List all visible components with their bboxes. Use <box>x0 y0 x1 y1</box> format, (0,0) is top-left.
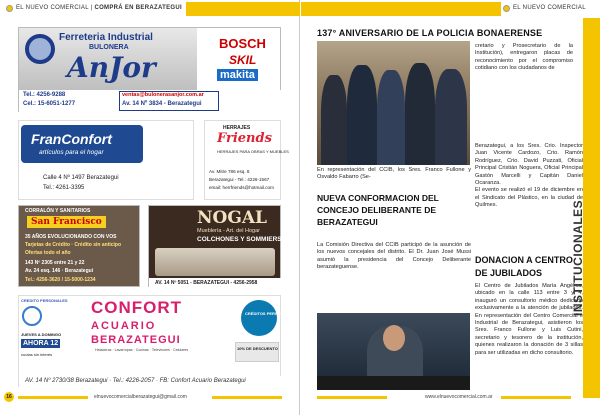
header-accent-bar <box>186 2 300 16</box>
confort-logo-icon <box>22 306 42 326</box>
section-label: INSTITUCIONALES <box>571 199 585 316</box>
magazine-logo-icon-right <box>503 5 510 12</box>
ferr-tel: Tel.: 4256-9288 <box>23 92 66 98</box>
right-footer-bar <box>317 396 387 399</box>
cf-brand-confort: CONFORT <box>91 298 183 317</box>
article-1-title: 137° ANIVERSARIO DE LA POLICIA BONAERENSE <box>317 28 543 38</box>
ferr-address: Av. 14 Nº 3834 - Berazategui <box>122 101 202 107</box>
nogal-title: NOGAL <box>197 208 268 228</box>
header-section: COMPRÁ EN BERAZATEGUI <box>94 5 182 11</box>
cf-side-title: CREDITO PERSONALES <box>21 298 68 303</box>
right-page <box>301 0 600 415</box>
friends-sub: HERRAJES PARA OBRAS Y MUEBLES <box>217 149 289 154</box>
person-3 <box>377 70 405 165</box>
fran-tagline: artículos para el hogar <box>39 149 104 156</box>
article-1-continued-2: El evento se realizó el 19 de diciembre en el Sindicato del Plástico, en la ciudad de Quilmes. <box>475 187 583 209</box>
friends-label: HERRAJES <box>223 125 251 131</box>
nogal-address: AV. 14 Nº 5051 - BERAZATEGUI - 4256-2958 <box>155 280 258 286</box>
sf-line-2: Tarjetas de Crédito · Crédito sin anticipo <box>25 242 122 248</box>
header-brand: EL NUEVO COMERCIAL <box>16 5 89 11</box>
right-header <box>301 0 600 18</box>
header-accent-bar-right <box>301 2 501 16</box>
article-3-title: DONACION A CENTRO DE JUBILADOS <box>475 255 573 278</box>
bed-image <box>155 248 275 276</box>
nogal-sub2: COLCHONES Y SOMMIERS <box>197 236 282 243</box>
left-footer-mail[interactable]: elnuevocomercialberazategui@gmail.com <box>94 394 187 400</box>
cf-footer <box>19 376 282 388</box>
left-page-number: 16 <box>4 392 14 402</box>
credit-badge-icon <box>241 300 277 336</box>
nogal-address-bar <box>149 278 282 288</box>
cf-cuotas: cuotas sin interés <box>21 352 53 357</box>
person-4 <box>405 63 435 165</box>
right-footer-mail[interactable]: www.elnuevocomercial.com.ar <box>425 394 493 400</box>
left-footer-bar-2 <box>212 396 282 399</box>
sf-name: San Francisco <box>27 216 106 228</box>
left-header: EL NUEVO COMERCIAL | COMPRÁ EN BERAZATEGUI <box>0 0 299 18</box>
brand-skil: SKIL <box>229 53 257 67</box>
ad-ferreteria-anjor[interactable] <box>18 27 281 112</box>
right-footer-bar-2 <box>501 396 571 399</box>
ad-friends-herrajes[interactable] <box>204 120 289 200</box>
friends-address: Av. Mitre 786 esq. 8 <box>209 169 250 174</box>
sf-line-3: Ofertas todo el año <box>25 250 71 256</box>
section-side-bar <box>583 18 600 398</box>
fran-address: Calle 4 Nº 1497 Berazategui <box>43 175 119 181</box>
speaker-head <box>383 325 405 351</box>
sf-line-4: 143 Nº 2305 entre 21 y 22 <box>25 260 85 266</box>
sf-line-5: Av. 24 esq. 146 · Berazategui <box>25 268 94 274</box>
cf-items: Heladeras · Lavarropas · Cocinas · Televisores · Celulares <box>95 348 189 352</box>
nogal-sub: Mueblería - Art. del Hogar <box>197 228 260 234</box>
ferr-brand: AnJor <box>67 51 156 84</box>
article-1-continued <box>475 143 583 210</box>
ferr-email[interactable]: ventas@bulonerasanjor.com.ar <box>122 92 204 98</box>
left-footer-bar <box>18 396 88 399</box>
cf-brand-berazategui: BERAZATEGUI <box>91 334 181 346</box>
ad-san-francisco[interactable] <box>18 205 140 287</box>
article-3-text: El Centro de Jubilados María Angélica, ubicado en la calle 113 entre 3 y 4, inauguró un consultorio médico dedicado exclusivamente a la atención de jubilados. En representación del Centro Comercial e Industrial de Berazategui, asistieron los Sres. Franco Fullone y Luis Cutini, secretario y tesorero de la institución, quienes realizaron la donación de 3 sillas para ser utilizadas en dicho consultorio. <box>475 283 583 356</box>
fran-tel: Tel.: 4261-3395 <box>43 185 85 191</box>
friends-brand: Friends <box>217 131 272 146</box>
bolt-icon <box>25 34 55 64</box>
sf-top: CORRALÓN Y SANITARIOS <box>25 208 91 214</box>
cf-footer-text: AV. 14 Nº 2730/38 Berazategui · Tel.: 4226-2057 · FB: Confort Acuario Berazategui <box>25 378 246 384</box>
magazine-logo-icon <box>6 5 13 12</box>
friends-tel: Berazategui - Tel.: 4226-1567 <box>209 177 270 182</box>
ad-franconfort[interactable] <box>18 120 194 200</box>
cf-discount: 10% DE DESCUENTO <box>237 346 278 351</box>
ferr-contact <box>19 90 282 113</box>
person-2 <box>347 65 377 165</box>
cf-circle-text: CRÉDITOS PERSONALES <box>245 311 295 316</box>
ferr-subtitle: BULONERA <box>89 44 129 51</box>
brand-bosch: BOSCH <box>219 36 266 51</box>
brand-makita: makita <box>217 69 258 81</box>
article-2-text: La Comisión Directiva del CCIB participó de la asunción de los nuevos concejales del distrito. El Dr. Juan José Mussi asumió la presidencia del Concejo Deliberante berazateguense. <box>317 242 471 271</box>
cf-ahora12: AHORA 12 <box>23 340 59 347</box>
cf-brand-acuario: ACUARIO <box>91 320 157 332</box>
ferr-cel: Cel.: 15-6051-1277 <box>23 101 76 107</box>
speaker-photo <box>317 313 470 390</box>
discount-card <box>235 342 279 362</box>
article-1-col: cretario y Prosecretario de la Institución), entregaron placas de reconocimiento por el compromiso cotidiano con los ciudadanos de <box>475 43 573 72</box>
fran-brand: FranConfort <box>31 131 112 147</box>
article-2-title: NUEVA CONFORMACION DEL CONCEJO DELIBERANTE DE BERAZATEGUI <box>317 193 439 227</box>
friends-email[interactable]: email: herrfriends@hotmail.com <box>209 185 274 190</box>
sf-line-1: 35 AÑOS EVOLUCIONANDO CON VOS <box>25 234 117 240</box>
ad-confort-acuario[interactable] <box>18 295 295 387</box>
article-1-caption: En representación del CCIB, los Sres. Franco Fullone y Osvaldo Fabarro (Se- <box>317 167 471 181</box>
person-1 <box>321 75 347 165</box>
article-1-continued-1: Berazategui, a los Sres. Crio. Inspector Juan Vicente Cardozo, Crio. Ramón Rodríguez, Crio. David Puzzati, Oficial Principal Cristián Noguera, Oficial Principal Gastón Marcelli y Capitán Daniel Ocaranza. <box>475 143 583 187</box>
ad-nogal[interactable] <box>148 205 281 287</box>
cf-days: JUEVES A DOMINGO <box>21 332 62 337</box>
speaker-desk <box>317 376 470 390</box>
police-anniversary-photo <box>317 41 470 165</box>
sf-line-6: Tel.: 4256-3620 / 15-5000-1234 <box>25 277 96 283</box>
ferr-title: Ferreteria Industrial <box>59 32 153 43</box>
person-5 <box>435 69 467 165</box>
right-header-brand: EL NUEVO COMERCIAL <box>513 5 586 11</box>
